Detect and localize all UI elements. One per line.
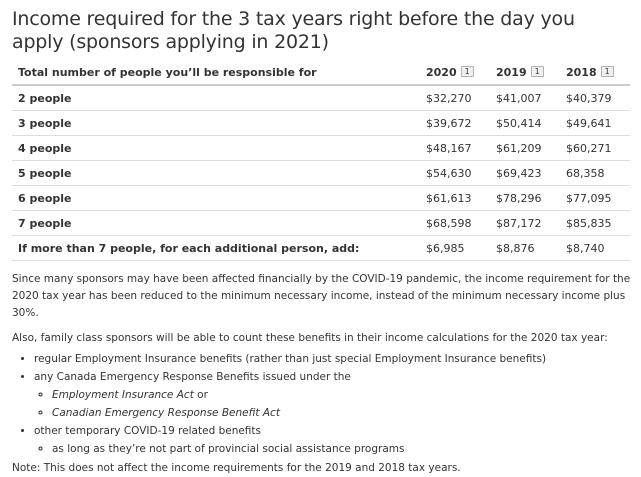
table-row [12,111,630,136]
cell-2018: 68,358 [560,161,630,186]
cell-2020: $6,985 [420,236,490,261]
covid-paragraph: Since many sponsors may have been affected financially by the COVID-19 pandemic, the income requirement for the 2020 tax year has been reduced to the minimum necessary income, instead of the minimum necessary income plus 30%. [12,273,631,319]
list-item: ◦ Employment Insurance Act or [52,386,631,404]
cell-2019: $87,172 [490,211,560,236]
footnote-link[interactable]: 1 [601,66,614,77]
row-label: 5 people [12,161,420,186]
cell-2018: $49,641 [560,111,630,136]
table-row [12,85,630,111]
cell-2020: $68,598 [420,211,490,236]
footnote-link[interactable]: 1 [461,66,474,77]
cell-2018: $85,835 [560,211,630,236]
cell-2019: $41,007 [490,85,560,111]
row-label: 4 people [12,136,420,161]
table-row [12,161,630,186]
header-year-2020: 2020 1 [420,61,490,85]
footnote-link[interactable]: 1 [531,66,544,77]
income-table [12,61,630,261]
list-item: ◦ as long as they’re not part of provincial social assistance programs [52,440,631,458]
cell-2020: $61,613 [420,186,490,211]
cell-2019: $78,296 [490,186,560,211]
cell-2020: $48,167 [420,136,490,161]
sub-list [34,440,631,458]
row-label: 3 people [12,111,420,136]
cell-2019: $69,423 [490,161,560,186]
table-row [12,186,630,211]
cell-2019: $8,876 [490,236,560,261]
cell-2020: $39,672 [420,111,490,136]
cell-2018: $40,379 [560,85,630,111]
row-label: 6 people [12,186,420,211]
benefits-list [12,350,631,458]
sub-list [34,386,631,422]
cell-2018: $8,740 [560,236,630,261]
list-item: • any Canada Emergency Response Benefits issued under the ◦ Employment Insurance Act or ◦ Canadian Emergency Response Benefit Act [34,368,631,422]
table-row [12,236,630,261]
header-year-2019: 2019 1 [490,61,560,85]
header-people-label: Total number of people you’ll be responsible for [12,61,420,85]
list-item: • regular Employment Insurance benefits (rather than just special Employment Insurance benefits) [34,350,631,368]
cell-2019: $61,209 [490,136,560,161]
cell-2018: $60,271 [560,136,630,161]
benefits-intro: Also, family class sponsors will be able to count these benefits in their income calculations for the 2020 tax year: [12,332,608,344]
cell-2019: $50,414 [490,111,560,136]
list-item: • other temporary COVID-19 related benefits ◦ as long as they’re not part of provincial social assistance programs [34,422,631,458]
page [0,8,641,474]
row-label: 2 people [12,85,420,111]
row-label: 7 people [12,211,420,236]
header-year-2018: 2018 1 [560,61,630,85]
cell-2020: $32,270 [420,85,490,111]
table-row [12,211,630,236]
cell-2020: $54,630 [420,161,490,186]
row-label: If more than 7 people, for each additional person, add: [12,236,420,261]
note-paragraph: Note: This does not affect the income requirements for the 2019 and 2018 tax years. [12,462,461,474]
cell-2018: $77,095 [560,186,630,211]
page-heading: Income required for the 3 tax years right before the day you apply (sponsors applying in 2021) [12,8,575,53]
table-header-row [12,61,630,85]
list-item: ◦ Canadian Emergency Response Benefit Act [52,404,631,422]
table-row [12,136,630,161]
